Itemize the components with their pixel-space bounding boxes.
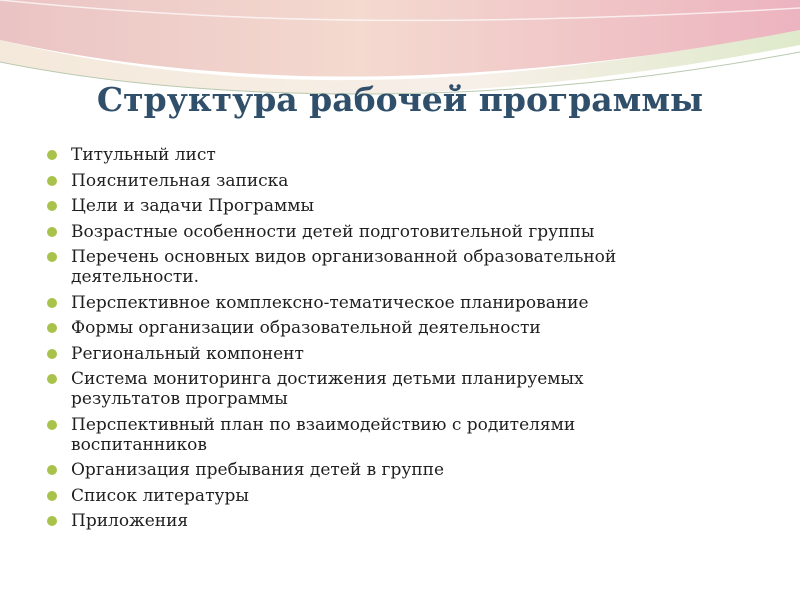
bullet-icon [47,201,57,211]
bullet-icon [47,374,57,384]
list-item-text: Титульный лист [71,145,216,165]
bullet-icon [47,150,57,160]
list-item [46,369,686,409]
bullet-icon [47,420,57,430]
bullet-list [46,145,686,537]
list-item [46,293,686,313]
page-title: Структура рабочей программы [96,80,704,119]
list-item [46,344,686,364]
list-item [46,511,686,531]
list-item-text: Перечень основных видов организованной образовательной деятельности. [71,247,617,287]
list-item-text: Региональный компонент [71,343,304,364]
list-item-text: Перспективное комплексно-тематическое планирование [71,292,589,313]
bullet-icon [47,252,57,262]
bullet-icon [47,465,57,475]
list-item-text: Формы организации образовательной деятельности [71,318,541,338]
list-item-text: Пояснительная записка [71,170,289,191]
list-item [46,486,686,506]
bullet-icon [47,349,57,359]
list-item-text: Список литературы [71,485,249,506]
list-item-text: Организация пребывания детей в группе [71,460,445,480]
list-item-text: Система мониторинга достижения детьми планируемых результатов программы [71,369,584,409]
list-item-text: Приложения [71,511,189,531]
list-item [46,415,686,455]
list-item [46,247,686,287]
bullet-icon [47,491,57,501]
list-item-text: Цели и задачи Программы [71,196,314,216]
bullet-icon [47,227,57,237]
list-item [46,196,686,216]
bullet-icon [47,516,57,526]
bullet-icon [47,298,57,308]
list-item-text: Возрастные особенности детей подготовительной группы [71,221,595,242]
list-item [46,171,686,191]
list-item [46,318,686,338]
list-item [46,222,686,242]
bullet-icon [47,323,57,333]
list-item [46,145,686,165]
list-item-text: Перспективный план по взаимодействию с родителями воспитанников [71,414,576,455]
bullet-icon [47,176,57,186]
list-item [46,460,686,480]
